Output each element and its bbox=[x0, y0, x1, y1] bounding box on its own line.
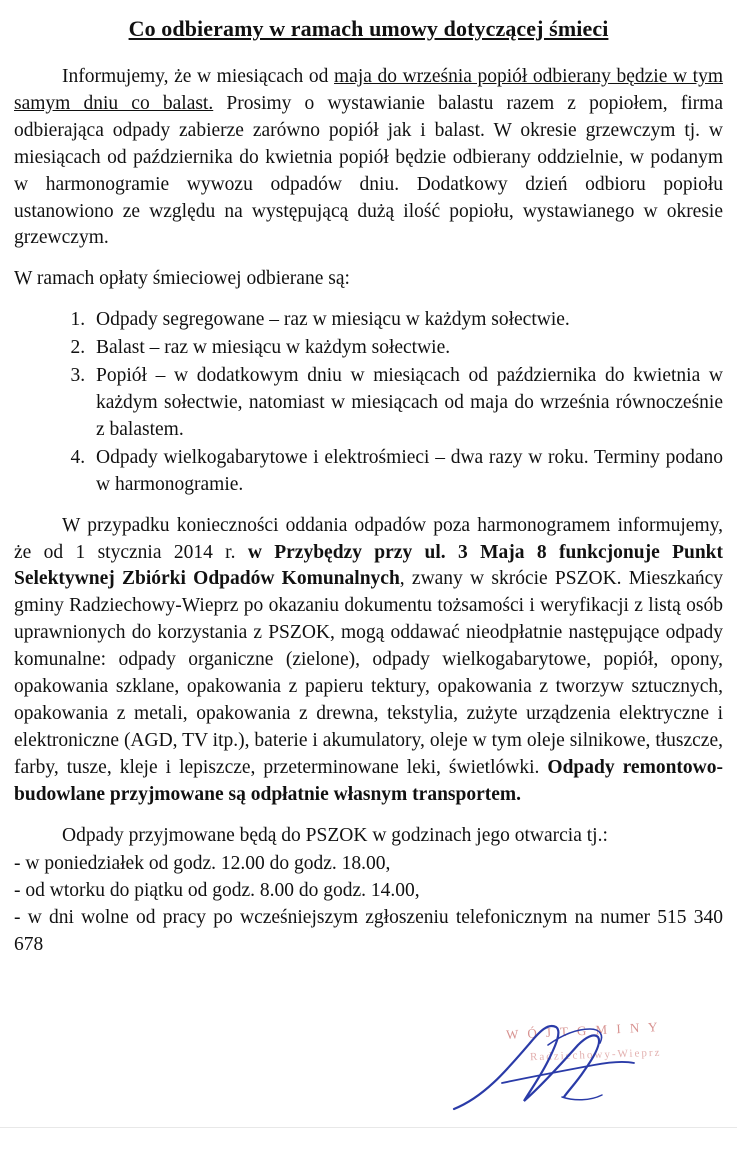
stamp-line-2: Radziechowy-Wieprz bbox=[529, 1046, 662, 1064]
list-item: 3. Popiół – w dodatkowym dniu w miesiącach od października do kwietnia w każdym sołectwie, natomiast w miesiącach od maja do września równocześnie z balastem. bbox=[90, 363, 723, 444]
stamp-line-1: W Ó J T G M I N Y bbox=[505, 1019, 661, 1043]
hours-line: - w dni wolne od pracy po wcześniejszym zgłoszeniu telefonicznym na numer 515 340 678 bbox=[14, 907, 723, 956]
services-list bbox=[14, 307, 723, 498]
hours-line: - od wtorku do piątku od godz. 8.00 do godz. 14.00, bbox=[14, 880, 420, 902]
handwritten-signature-icon bbox=[444, 1005, 704, 1135]
opening-hours-block bbox=[14, 823, 723, 960]
page-title: Co odbieramy w ramach umowy dotyczącej śmieci bbox=[128, 16, 609, 41]
list-item: 2. Balast – raz w miesiącu w każdym sołectwie. bbox=[90, 335, 723, 362]
hours-intro: Odpady przyjmowane będą do PSZOK w godzinach jego otwarcia tj.: bbox=[62, 824, 608, 846]
paragraph-pszok-bold1: w Przybędzy przy ul. 3 Maja 8 funkcjonuje Punkt Selektywnej Zbiórki Odpadów Komunalnych bbox=[14, 541, 724, 590]
paragraph-intro bbox=[14, 64, 723, 252]
paragraph-pszok-part2: , zwany w skrócie PSZOK. Mieszkańcy gminy Radziechowy-Wieprz po okazaniu dokumentu tożsamości i weryfikacji z listą osób uprawnionych do korzystania z PSZOK, mogą oddawać nieodpłatnie następujące odpady komunalne: odpady organiczne (zielone), odpady wielkogabarytowe, popiół, opony, opakowania szklane, opakowania z papieru tektury, opakowania z tworzyw sztucznych, opakowania z metali, opakowania z drewna, tekstylia, zużyte urządzenia elektryczne i elektroniczne (AGD, TV itp.), baterie i akumulatory, oleje w tym oleje silnikowe, tłuszcze, farby, tusze, kleje i lepiszcze, przeterminowane leki, świetlówki. bbox=[14, 568, 724, 778]
paragraph-pszok-bold2: Odpady remontowo-budowlane przyjmowane są odpłatnie własnym transportem. bbox=[14, 756, 723, 805]
list-lead-in: W ramach opłaty śmieciowej odbierane są: bbox=[14, 268, 350, 290]
paragraph-intro-part2: Prosimy o wystawianie balastu razem z popiołem, firma odbierająca odpady zabierze zarówno popiół jak i balast. W okresie grzewczym tj. w miesiącach od października do kwietnia popiół będzie odbierany oddzielnie, w podanym w harmonogramie wywozu odpadów dniu. Dodatkowy dzień odbioru popiołu ustanowiono ze względu na występującą dużą ilość popiołu, wystawianego w okresie grzewczym. bbox=[14, 92, 723, 249]
list-item: 4. Odpady wielkogabarytowe i elektrośmieci – dwa razy w roku. Terminy podano w harmonogramie. bbox=[90, 445, 723, 499]
paragraph-intro-part1: Informujemy, że w miesiącach od bbox=[62, 66, 334, 87]
signature-area bbox=[14, 1005, 723, 1155]
list-item: 1. Odpady segregowane – raz w miesiącu w każdym sołectwie. bbox=[90, 307, 723, 334]
paragraph-pszok-part1: W przypadku konieczności oddania odpadów poza harmonogramem informujemy, że od 1 stycznia 2014 r. bbox=[14, 514, 723, 563]
paragraph-intro-underlined: maja do września popiół odbierany będzie w tym samym dniu co balast. bbox=[14, 66, 723, 114]
paragraph-pszok bbox=[14, 513, 723, 809]
hours-line: - w poniedziałek od godz. 12.00 do godz. 18.00, bbox=[14, 853, 391, 875]
